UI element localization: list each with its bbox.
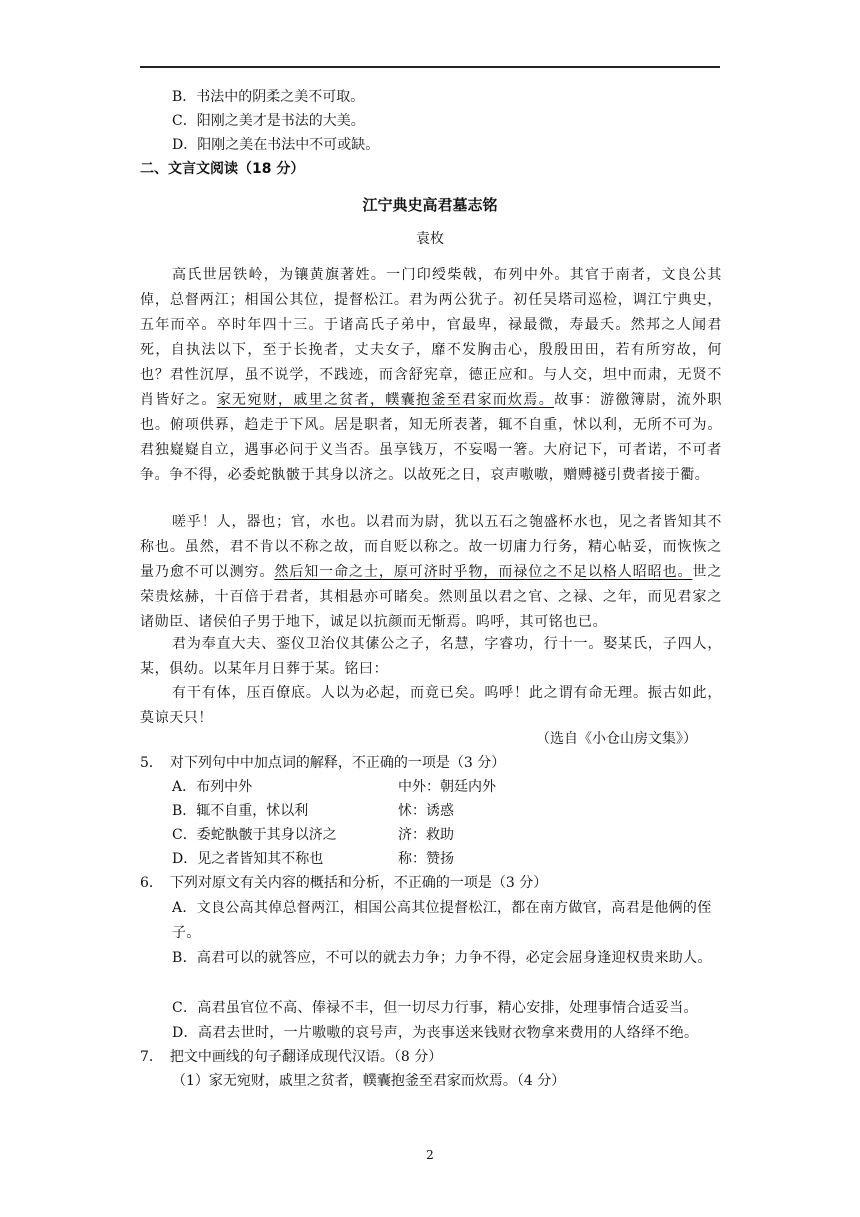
question-5-stem: 5． 对下列句中中加点词的解释，不正确的一项是（3 分） [140,755,506,771]
option-d: D．阳刚之美在书法中不可或缺。 [172,137,380,153]
q6-option-c: C．高君虽官位不高、俸禄不丰，但一切尽力行事，精心安排，处理事情合适妥当。 [172,1000,698,1016]
essay-paragraph-4: 有干有体，压百僚底。人以为必起，而竟已矣。呜呼！此之谓有命无理。振古如此，莫谅天只！ [140,685,722,726]
q5-option-c: C．委蛇骫骳于其身以济之 [172,827,337,843]
q7-sub-1: （1）家无宛财，戚里之贫者，幞囊抱釜至君家而炊焉。（4 分） [172,1073,566,1089]
essay-paragraph-2: 嗟乎！人，器也；官，水也。以君而为尉，犹以五石之匏盛杯水也，见之者皆知其不称也。虽然，君不肯以不称之故，而自贬以称之。故一切庸力行务，精心帖妥，而恢恢之量乃愈不可以测穷。然后知一命之士，原可济时乎物，而禄位之不足以格人昭昭也。世之荣贵炫赫，十百倍于君者，其相悬亦可睹矣。然则虽以君之官、之禄、之年，而见君家之诸勋臣、诸侯伯子男于地下，诚足以抗颜而无惭焉。呜呼，其可铭也已。 [140,514,722,630]
question-7-stem: 7． 把文中画线的句子翻译成现代汉语。（8 分） [140,1049,443,1065]
q5-gloss-a: 中外：朝廷内外 [398,779,496,795]
option-c: C．阳刚之美才是书法的大美。 [172,113,365,129]
header-rule [140,66,720,68]
page-number: 2 [426,1148,434,1162]
q5-option-d: D．见之者皆知其不称也 [172,851,324,867]
q5-option-a: A．布列中外 [172,779,253,795]
source-note: （选自《小仓山房文集》） [536,731,697,747]
q5-gloss-b: 怵：诱惑 [398,803,454,819]
q5-gloss-d: 称：赞扬 [398,851,454,867]
underlined-sentence-1: 家无宛财，戚里之贫者，幞囊抱釜至君家而炊焉。 [216,392,555,408]
q5-gloss-c: 济：救助 [398,827,454,843]
section-heading: 二、文言文阅读（18 分） [140,161,305,177]
underlined-sentence-2: 然后知一命之士，原可济时乎物，而禄位之不足以格人昭昭也。 [274,564,693,580]
essay-paragraph-1: 高氏世居铁岭，为镶黄旗著姓。一门印绶柴戟，布列中外。其官于南者，文良公其倬，总督两江；相国公其位，提督松江。君为两公犹子。初任吴塔司巡检，调江宁典史，五年而卒。卒时年四十三。于诸高氏子弟中，官最卑，禄最微，寿最夭。然邦之人闻君死，自执法以下，至于长挽者，丈夫女子，靡不发胸击心，殷殷田田，若有所穷故，何也？君性沉厚，虽不说学，不践迹，而含舒宪章，德正应和。与人交，坦中而肃，无贤不肖皆好之。家无宛财，戚里之贫者，幞囊抱釜至君家而炊焉。故事：游徼簿尉，流外职也。俯项供奡，趋走于下风。居是职者，知无所表著，辄不自重，怵以利，无所不可为。君独嶷嶷自立，遇事必问于义当否。虽享钱万，不妄喝一箸。大府记下，可者诺，不可者争。争不得，必委蛇骫骳于其身以济之。以故死之日，哀声嗷嗷，赠赙襚引费者接于衢。 [140,267,723,483]
q6-option-a: A．文良公高其倬总督两江，相国公高其位提督松江，都在南方做官，高君是他俩的侄子。 [172,900,712,941]
essay-author: 袁枚 [416,231,444,247]
question-6-stem: 6． 下列对原文有关内容的概括和分析，不正确的一项是（3 分） [140,875,548,891]
q5-option-b: B．辄不自重，怵以利 [172,803,309,819]
essay-title: 江宁典史高君墓志铭 [362,196,498,214]
q6-option-d: D．高君去世时，一片嗷嗷的哀号声，为丧事送来钱财衣物拿来费用的人络绎不绝。 [172,1025,699,1041]
q6-option-b: B．高君可以的就答应，不可以的就去力争；力争不得，必定会屈身逢迎权贵来助人。 [172,950,712,966]
essay-paragraph-3: 君为奉直大夫、銮仪卫治仪其傃公之子，名慧，字睿功，行十一。娶某氏，子四人，某，俱幼。以某年月日葬于某。铭曰： [140,636,722,677]
option-b: B．书法中的阴柔之美不可取。 [172,89,365,105]
